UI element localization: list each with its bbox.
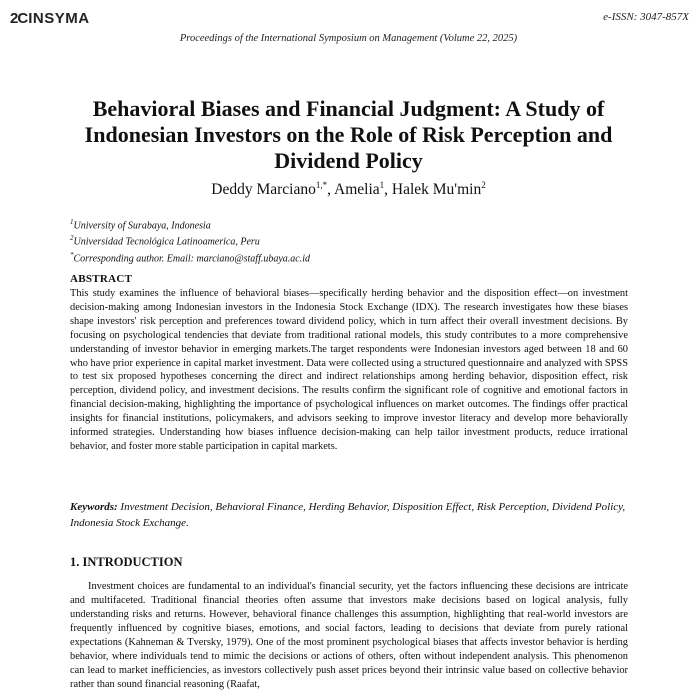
author-name: Amelia xyxy=(334,181,380,199)
affiliation xyxy=(70,232,310,248)
author-sup: 2 xyxy=(481,180,486,190)
affiliation-text: University of Surabaya, Indonesia xyxy=(73,220,211,232)
paper-title: Behavioral Biases and Financial Judgment: A Study of Indonesian Investors on the Role of Risk Perception and Dividend Policy xyxy=(84,96,613,173)
author-sup: 1 xyxy=(379,180,385,190)
logo-mark: 2C xyxy=(10,9,28,27)
logo-text: INSYMA xyxy=(28,9,90,27)
author-list: Deddy Marciano$^{1,*}$, Amelia$^1$, Halek $Mu'\min^2$ xyxy=(211,180,486,199)
affiliation-sup: 2 xyxy=(70,234,74,243)
author-name: Deddy Marciano xyxy=(211,181,316,199)
abstract-heading: ABSTRACT xyxy=(70,273,133,285)
affiliations xyxy=(70,216,310,265)
keywords-label: Keywords: xyxy=(70,501,118,513)
journal-logo xyxy=(10,9,90,27)
abstract-text: This study examines the influence of behavioral biases—specifically herding behavior and the disposition effect—on investment decision-making among Indonesian investors in the Indonesia Stock Exchange (IDX). The research investigates how these biases shape investors' risk perception and preferences toward dividend policy, which in turn affect their overall investment decisions. By focusing on psychological tendencies that deviate from traditional rational models, this study contributes to a more comprehensive understanding of investor behavior in emerging markets.The target respondents were Indonesian investors aged between 18 and 60 who have prior experience in capital market investment. Data were collected using a structured questionnaire and analyzed with SPSS to test six proposed hypotheses concerning the direct and indirect relationships among herding behavior, disposition effect, risk perception, dividend policy, and investment decisions. The results confirm the significant role of cognitive and emotional factors in financial decision-making, highlighting the importance of psychological influences on market outcomes. The findings offer practical insights for financial institutions, policymakers, and advisors seeking to improve investor literacy and develop more behaviorally informed strategies. Understanding how biases influence decision-making can help tailor investment products, reduce irrational behavior, and foster more stable participation in capital markets. xyxy=(70,288,628,452)
affiliation-sup: 1 xyxy=(70,218,74,226)
keywords xyxy=(70,499,628,531)
section-heading: 1. INTRODUCTION xyxy=(70,555,183,569)
author-name: Halek Mu'min xyxy=(391,181,482,199)
affiliation xyxy=(70,249,310,265)
author-sup: 1,* xyxy=(315,180,328,190)
intro-text: Investment choices are fundamental to an individual's financial security, yet the factors influencing these decisions are intricate and multifaceted. Traditional financial theories often assume that investors make decisions based on logical analysis, fully understanding risks and returns. However, behavioral finance challenges this assumption, highlighting that real-world investors are frequently influenced by cognitive biases, emotions, and social factors, leading to decisions that deviate from purely rational expectations (Kahneman & Tversky, 1979). One of the most prominent psychological biases that affects investor behavior is herding behavior, where individuals tend to mimic the decisions or actions of others, often without independent analysis. This phenomenon can lead to market inefficiencies, as investors collectively push asset prices beyond their intrinsic value based on collective behavior rather than sound financial reasoning (Raafat, xyxy=(70,581,628,690)
journal-name: Proceedings of the International Symposium on Management (Volume 22, 2025) xyxy=(179,33,518,44)
issn: e-ISSN: 3047-857X xyxy=(603,11,689,23)
affiliation-text: Corresponding author. Email: marciano@staff.ubaya.ac.id xyxy=(73,252,311,264)
affiliation-sup: * xyxy=(70,250,74,259)
keywords-text: Investment Decision, Behavioral Finance, Herding Behavior, Disposition Effect, Risk Perception, Dividend Policy, Indonesia Stock Exchange. xyxy=(70,501,626,529)
affiliation-text: Universidad Tecnológica Latinoamerica, Peru xyxy=(73,236,260,248)
affiliation xyxy=(70,216,310,232)
